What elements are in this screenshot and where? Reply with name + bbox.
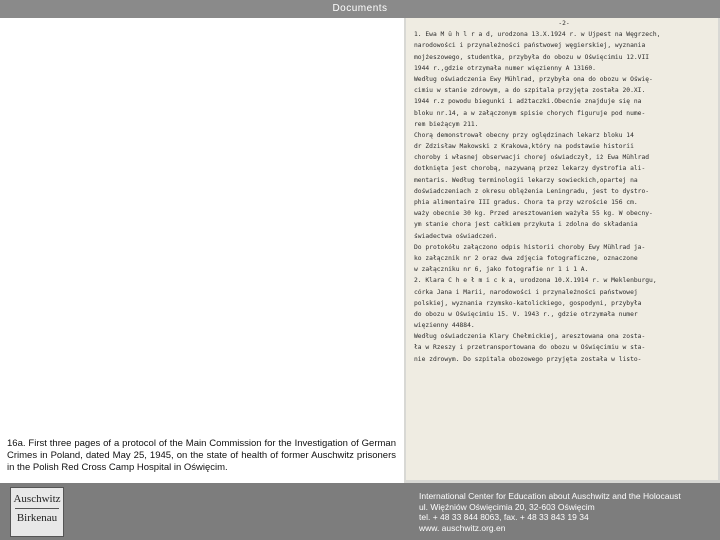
document-line: 1944 r.z powodu biegunki i adżtaczki.Obecnie znajduje się na: [414, 98, 642, 106]
document-line: nie zdrowym. Do szpitala obozowego przyjęta została w listo-: [414, 355, 642, 363]
contact-line: ul. Więźniów Oświęcimia 20, 32-603 Oświęcim: [419, 501, 595, 512]
logo-divider: [15, 508, 59, 509]
document-line: ym stanie chora jest całkiem przykuta i zdolna do składania: [414, 221, 638, 229]
document-line: dr Zdzisław Makowski z Krakowa,który na podstawie historii: [414, 143, 634, 151]
document-line: cimiu w stanie zdrowym, a do szpitala przyjęta została 20.XI.: [414, 87, 646, 95]
auschwitz-birkenau-logo: [10, 487, 64, 537]
document-page-number: -2-: [558, 20, 570, 27]
document-line: mojżeszowego, studentka, przybyła do obozu w Oświęcimiu 12.VII: [414, 53, 650, 61]
document-line: córka Jana i Marii, narodowości i przynależności państwowej: [414, 288, 638, 296]
document-line: 1. Ewa M ü h l r a d, urodzona 13.X.1924 r. w Ujpest na Węgrzech,: [414, 31, 661, 39]
document-line: Chorą demonstrował obecny przy oględzinach lekarz bloku 14: [414, 131, 634, 139]
contact-line: tel. + 48 33 844 8063, fax. + 48 33 843 19 34: [419, 512, 589, 523]
contact-line: International Center for Education about Auschwitz and the Holocaust: [419, 491, 681, 501]
document-line: phia alimentaire III gradus. Chora ta przy wzroście 156 cm.: [414, 199, 638, 206]
document-line: narodowości i przynależności państwowej węgierskiej, wyznania: [414, 42, 646, 50]
contact-info: [419, 491, 681, 533]
bottom-bar: [0, 483, 720, 540]
document-line: rem bieżącym 211.: [414, 120, 479, 128]
document-line: doświadczeniach z okresu oblężenia Leningradu, jest to dystro-: [414, 187, 650, 195]
document-line: Do protokółu załączono odpis historii choroby Ewy Mühlrad ja-: [414, 243, 646, 251]
document-line: Według oświadczenia Klary Chełmickiej, aresztowana ona zosta-: [414, 333, 646, 341]
document-line: świadectwa oświadczeń.: [414, 232, 498, 240]
document-line: polskiej, wyznania rzymsko-katolickiego, gospodyni, przybyła: [414, 299, 642, 307]
document-line: mentaris. Według terminologii lekarzy sowieckich,opartej na: [414, 176, 638, 184]
top-bar: [0, 0, 720, 18]
document-line: ko załącznik nr 2 oraz dwa zdjęcia fotograficzne, oznaczone: [414, 254, 638, 262]
document-line: waży obecnie 30 kg. Przed aresztowaniem ważyła 55 kg. W obecny-: [414, 210, 653, 218]
document-line: ła w Rzeszy i przetransportowana do obozu w Oświęcimiu w sta-: [414, 344, 646, 352]
document-line: bloku nr.14, a w załączonym spisie chorych figuruje pod nume-: [414, 109, 646, 117]
caption-pane: [0, 18, 404, 483]
document-line: do obozu w Oświęcimiu 15. V. 1943 r., gdzie otrzymała numer: [414, 310, 638, 318]
document-line: choroby i własnej obserwacji chorej oświadczył, iż Ewa Mühlrad: [414, 154, 650, 162]
contact-url[interactable]: www. auschwitz.org.en: [419, 522, 506, 533]
document-line: w załączniku nr 6, jako fotografie nr 1 i 1 A.: [414, 266, 589, 274]
document-text: [414, 18, 714, 365]
scanned-document-page: [406, 18, 718, 480]
document-line: więzienny 44884.: [414, 322, 475, 330]
logo-top-text: Auschwitz: [13, 493, 61, 505]
document-line: Według oświadczenia Ewy Mühlrad, przybyła ona do obozu w Oświę-: [414, 75, 653, 83]
document-line: 1944 r.,gdzie otrzymała numer więzienny A 13160.: [414, 64, 596, 72]
figure-caption: 16a. First three pages of a protocol of the Main Commission for the Investigation of German Crimes in Poland, dated May 25, 1945, on the state of health of former Auschwitz prisoners in the Polish Red Cross Camp Hospital in Oświęcim.: [7, 438, 396, 473]
logo-bottom-text: Birkenau: [16, 512, 58, 524]
document-line: dotknięta jest chorobą, nazywaną przez lekarzy dystrofia ali-: [414, 165, 646, 173]
document-line: 2. Klara C h e ł m i c k a, urodzona 10.X.1914 r. w Meklenburgu,: [414, 277, 657, 285]
page-title: Documents: [332, 3, 388, 14]
document-image-area: [404, 18, 720, 483]
